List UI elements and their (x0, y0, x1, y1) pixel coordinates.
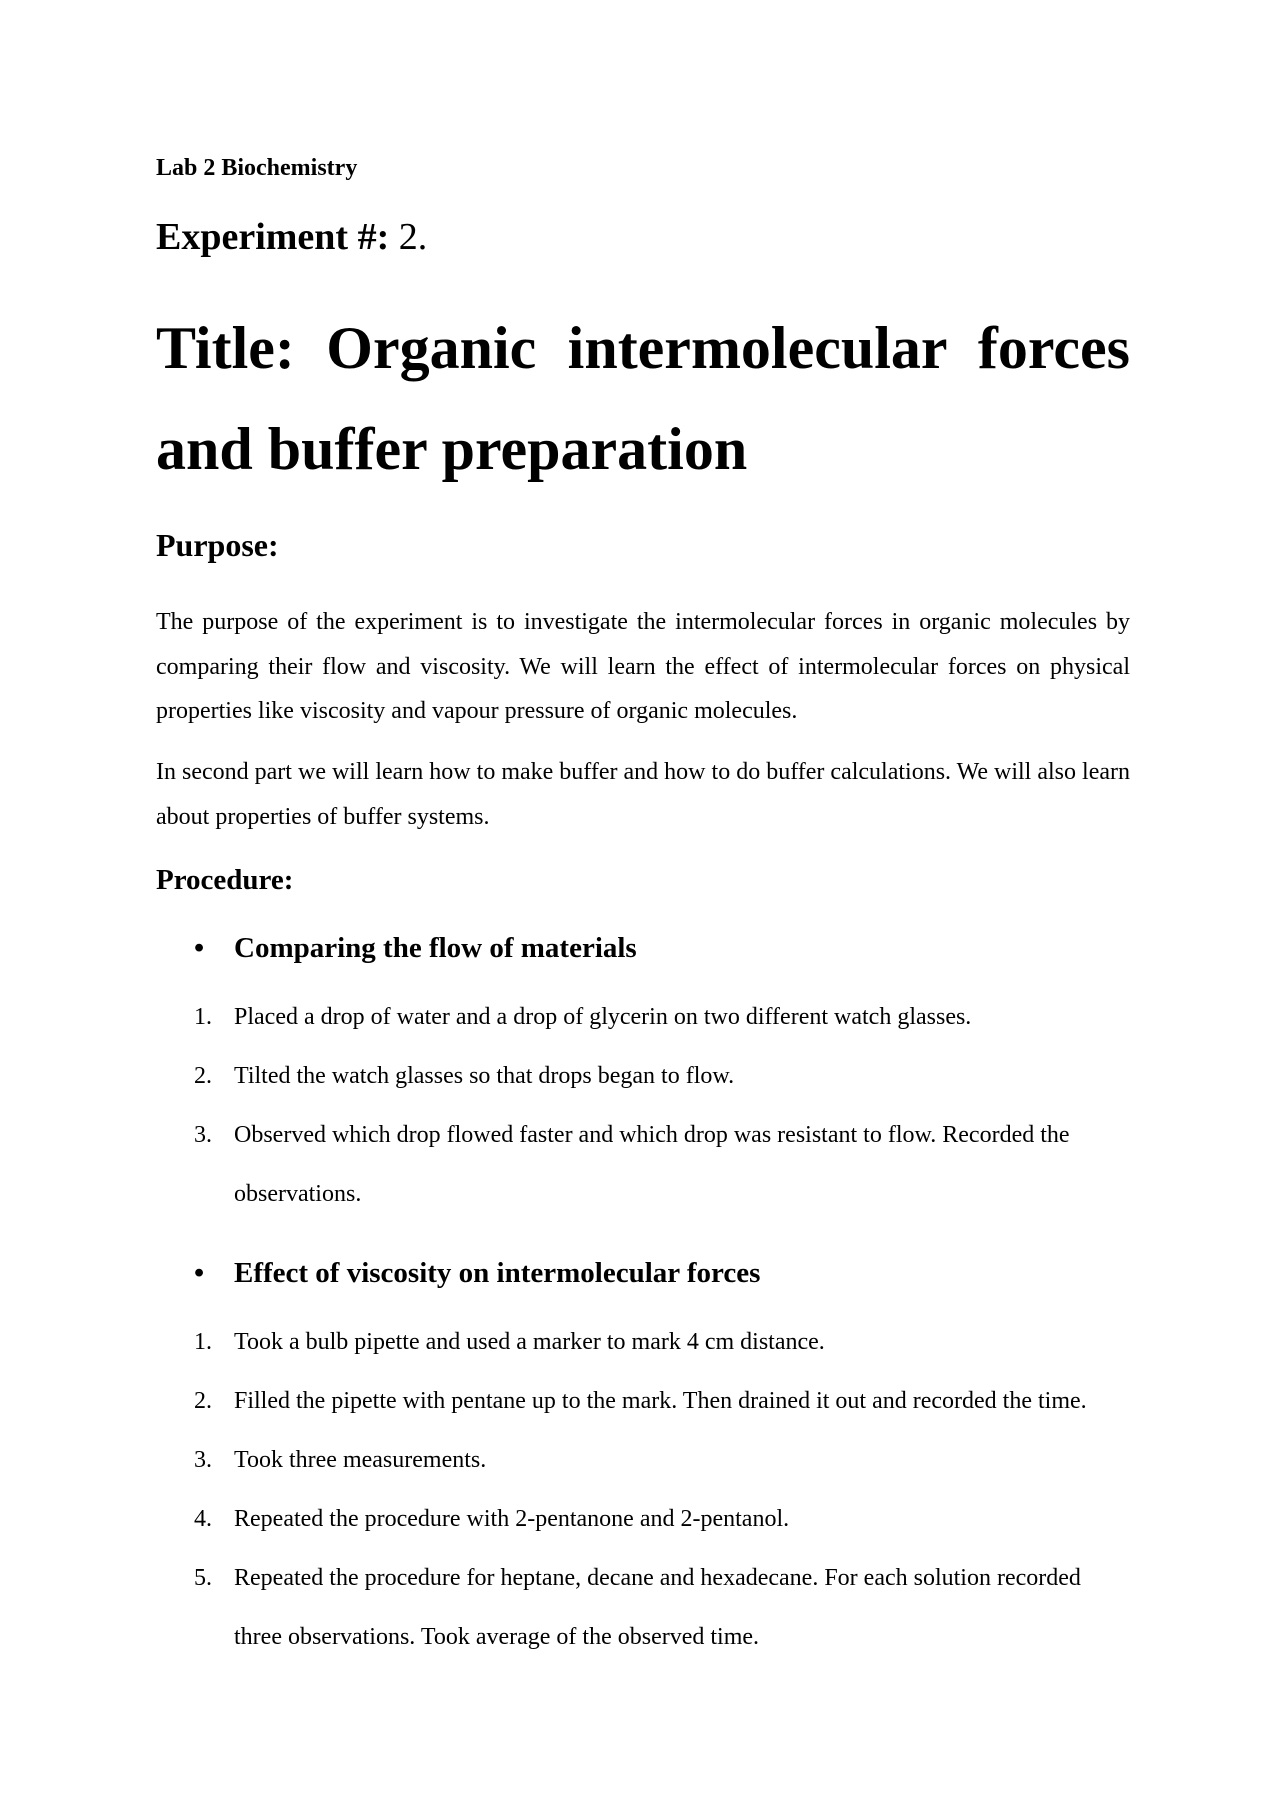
procedure-section-heading (156, 1257, 1130, 1290)
step-number: 2. (194, 1388, 212, 1414)
step-number: 4. (194, 1506, 212, 1532)
step-number: 1. (194, 1329, 212, 1355)
experiment-label: Experiment #: (156, 216, 390, 258)
purpose-paragraph-2: In second part we will learn how to make buffer and how to do buffer calculations. We will also learn about properties of buffer systems. (156, 759, 1130, 830)
step-text: Placed a drop of water and a drop of glycerin on two different watch glasses. (234, 1004, 972, 1030)
list-item (156, 1431, 1130, 1490)
document-title: Title: Organic intermolecular forces and buffer preparation (156, 315, 1130, 482)
lab-label: Lab 2 Biochemistry (156, 155, 358, 181)
step-number: 3. (194, 1122, 212, 1148)
step-text: Filled the pipette with pentane up to the mark. Then drained it out and recorded the time. (234, 1388, 1087, 1414)
step-number: 1. (194, 1004, 212, 1030)
bullet-icon: • (194, 1257, 205, 1289)
section-title: Comparing the flow of materials (234, 932, 637, 964)
list-item (156, 1549, 1130, 1667)
experiment-line (156, 215, 1130, 259)
step-text: Observed which drop flowed faster and which drop was resistant to flow. Recorded the observations. (234, 1122, 1070, 1207)
section-title: Effect of viscosity on intermolecular forces (234, 1257, 761, 1289)
step-number: 3. (194, 1447, 212, 1473)
procedure-section-heading (156, 932, 1130, 965)
step-number: 2. (194, 1063, 212, 1089)
step-text: Took three measurements. (234, 1447, 487, 1473)
purpose-heading: Purpose: (156, 527, 279, 563)
list-item (156, 1047, 1130, 1106)
list-item (156, 1490, 1130, 1549)
step-text: Repeated the procedure with 2-pentanone and 2-pentanol. (234, 1506, 790, 1532)
list-item (156, 1313, 1130, 1372)
step-text: Tilted the watch glasses so that drops began to flow. (234, 1063, 735, 1089)
purpose-paragraph-1: The purpose of the experiment is to investigate the intermolecular forces in organic molecules by comparing their flow and viscosity. We will learn the effect of intermolecular forces on physical properties like viscosity and vapour pressure of organic molecules. (156, 609, 1130, 724)
list-item (156, 988, 1130, 1047)
step-text: Repeated the procedure for heptane, decane and hexadecane. For each solution recorded three observations. Took average of the observed time. (234, 1565, 1081, 1650)
bullet-icon: • (194, 932, 205, 964)
step-text: Took a bulb pipette and used a marker to mark 4 cm distance. (234, 1329, 825, 1355)
list-item (156, 1106, 1130, 1224)
step-number: 5. (194, 1565, 212, 1591)
procedure-heading: Procedure: (156, 864, 294, 896)
list-item (156, 1372, 1130, 1431)
experiment-number: 2. (398, 216, 428, 258)
